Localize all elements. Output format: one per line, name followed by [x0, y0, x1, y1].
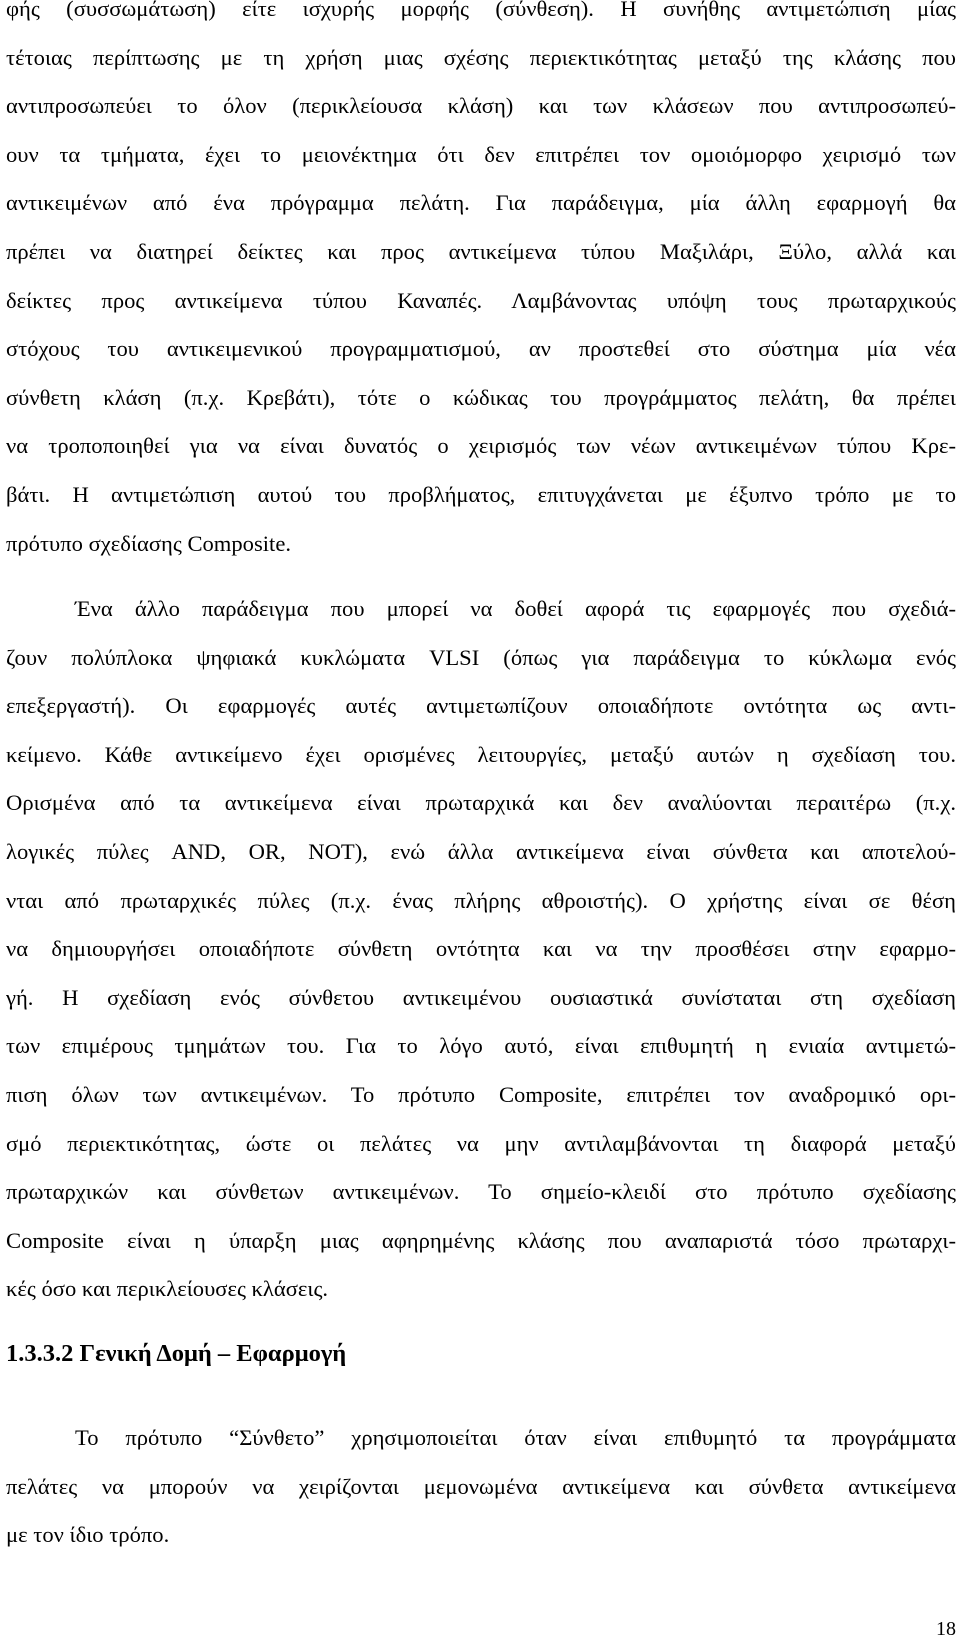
text-line: αντιπροσωπεύει το όλον (περικλείουσα κλάση) και των κλάσεων που αντιπροσωπεύ-: [6, 93, 956, 119]
text-line: με τον ίδιο τρόπο.: [6, 1522, 170, 1548]
text-line: να τροποποιηθεί για να είναι δυνατός ο χειρισμός των νέων αντικειμένων τύπου Κρε-: [6, 433, 956, 459]
text-line: επεξεργαστή). Οι εφαρμογές αυτές αντιμετωπίζουν οποιαδήποτε οντότητα ως αντι-: [6, 693, 956, 719]
text-line: σύνθετη κλάση (π.χ. Κρεβάτι), τότε ο κώδικας του προγράμματος πελάτη, θα πρέπει: [6, 384, 956, 410]
text-line: πρωταρχικών και σύνθετων αντικειμένων. Το σημείο-κλειδί στο πρότυπο σχεδίασης: [6, 1179, 956, 1205]
text-line: πελάτες να μπορούν να χειρίζονται μεμονωμένα αντικείμενα και σύνθετα αντικείμενα: [6, 1473, 956, 1499]
section-heading: 1.3.3.2 Γενική Δομή – Εφαρμογή: [6, 1340, 347, 1367]
text-line: βάτι. Η αντιμετώπιση αυτού του προβλήματος, επιτυγχάνεται με έξυπνο τρόπο με το: [6, 481, 956, 507]
text-line: αντικειμένων από ένα πρόγραμμα πελάτη. Για παράδειγμα, μία άλλη εφαρμογή θα: [6, 190, 956, 216]
text-line: να δημιουργήσει οποιαδήποτε σύνθετη οντότητα και να την προσθέσει στην εφαρμο-: [6, 936, 956, 962]
text-line: γή. Η σχεδίαση ενός σύνθετου αντικειμένου ουσιαστικά συνίσταται στη σχεδίαση: [6, 984, 956, 1010]
text-line: ζουν πολύπλοκα ψηφιακά κυκλώματα VLSI (όπως για παράδειγμα το κύκλωμα ενός: [6, 644, 956, 670]
paragraph-composition-problem: [6, 0, 956, 568]
text-line: Ένα άλλο παράδειγμα που μπορεί να δοθεί αφορά τις εφαρμογές που σχεδιά-: [75, 596, 956, 621]
text-line: των επιμέρους τμημάτων του. Για το λόγο αυτό, είναι επιθυμητή η ενιαία αντιμετώ-: [6, 1033, 956, 1059]
page-number: 18: [936, 1618, 956, 1640]
text-line: πιση όλων των αντικειμένων. Το πρότυπο Composite, επιτρέπει τον αναδρομικό ορι-: [6, 1081, 956, 1107]
text-line: Το πρότυπο “Σύνθετο” χρησιμοποιείται όταν είναι επιθυμητό τα προγράμματα: [75, 1425, 956, 1450]
text-line: δείκτες προς αντικείμενα τύπου Καναπές. Λαμβάνοντας υπόψη τους πρωταρχικούς: [6, 287, 956, 313]
text-line: κές όσο και περικλείουσες κλάσεις.: [6, 1276, 329, 1302]
text-line: Composite είναι η ύπαρξη μιας αφηρημένης κλάσης που αναπαριστά τόσο πρωταρχι-: [6, 1227, 956, 1253]
paragraph-general-structure: [6, 1414, 956, 1560]
text-line: Ορισμένα από τα αντικείμενα είναι πρωταρχικά και δεν αναλύονται περαιτέρω (π.χ.: [6, 790, 956, 816]
text-line: λογικές πύλες AND, OR, NOT), ενώ άλλα αντικείμενα είναι σύνθετα και αποτελού-: [6, 838, 956, 864]
text-line: ουν τα τμήματα, έχει το μειονέκτημα ότι δεν επιτρέπει τον ομοιόμορφο χειρισμό των: [6, 141, 956, 167]
text-line: στόχους του αντικειμενικού προγραμματισμού, αν προστεθεί στο σύστημα μία νέα: [6, 336, 956, 362]
text-line: πρέπει να διατηρεί δείκτες και προς αντικείμενα τύπου Μαξιλάρι, Ξύλο, αλλά και: [6, 238, 956, 264]
paragraph-vlsi-example: [6, 585, 956, 1314]
text-line: κείμενο. Κάθε αντικείμενο έχει ορισμένες λειτουργίες, μεταξύ αυτών η σχεδίαση του.: [6, 741, 956, 767]
text-line: σμό περιεκτικότητας, ώστε οι πελάτες να μην αντιλαμβάνονται τη διαφορά μεταξύ: [6, 1130, 956, 1156]
text-line: φής (συσσωμάτωση) είτε ισχυρής μορφής (σύνθεση). Η συνήθης αντιμετώπιση μίας: [6, 0, 956, 21]
text-line: πρότυπο σχεδίασης Composite.: [6, 530, 292, 556]
text-line: τέτοιας περίπτωσης με τη χρήση μιας σχέσης περιεκτικότητας μεταξύ της κλάσης που: [6, 44, 956, 70]
text-line: νται από πρωταρχικές πύλες (π.χ. ένας πλήρης αθροιστής). Ο χρήστης είναι σε θέση: [6, 887, 956, 913]
